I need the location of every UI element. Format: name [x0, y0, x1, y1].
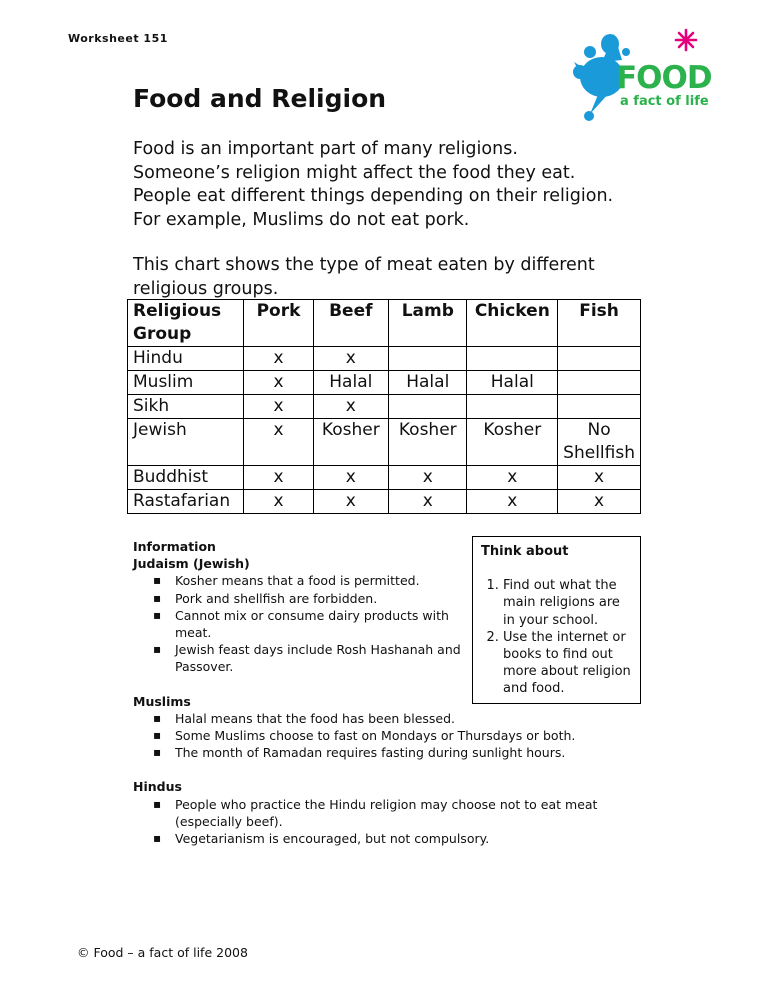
- table-cell: x: [389, 466, 467, 490]
- logo-word: FOOD: [616, 60, 712, 96]
- table-cell: x: [244, 371, 313, 395]
- list-item: ▪ Cannot mix or consume dairy products with meat.: [133, 607, 485, 641]
- list-item: 2. Use the internet or books to find out more about religion and food.: [503, 629, 632, 698]
- list-item: ▪ Kosher means that a food is permitted.: [133, 572, 490, 589]
- think-about-list: [481, 577, 632, 697]
- table-cell: [558, 371, 641, 395]
- chart-intro-line: religious groups.: [133, 278, 279, 299]
- intro-line: Food is an important part of many religions.: [133, 139, 518, 159]
- list-item: ▪ Halal means that the food has been blessed.: [133, 710, 623, 727]
- column-header-beef: Beef: [313, 300, 389, 347]
- section-title-judaism: Judaism (Jewish): [133, 556, 250, 572]
- table-cell: Halal: [467, 371, 558, 395]
- table-cell: Rastafarian: [128, 490, 244, 514]
- table-cell: Sikh: [128, 395, 244, 419]
- intro-paragraph: [133, 138, 653, 232]
- table-cell: Jewish: [128, 419, 244, 466]
- table-cell: [467, 395, 558, 419]
- think-about-box: [472, 536, 641, 704]
- table-cell: x: [467, 490, 558, 514]
- intro-line: People eat different things depending on their religion.: [133, 186, 614, 206]
- section-title-hindus: Hindus: [133, 779, 182, 795]
- table-cell: x: [313, 347, 389, 371]
- table-cell: Hindu: [128, 347, 244, 371]
- list-item: ▪ The month of Ramadan requires fasting during sunlight hours.: [133, 744, 623, 761]
- table-cell: x: [244, 490, 313, 514]
- chart-intro-line: This chart shows the type of meat eaten by different: [133, 255, 595, 275]
- table-cell: No Shellfish: [558, 419, 641, 466]
- worksheet-number: Worksheet 151: [68, 32, 168, 45]
- table-cell: [467, 347, 558, 371]
- chart-intro: [133, 254, 653, 301]
- table-cell: x: [244, 466, 313, 490]
- intro-line: For example, Muslims do not eat pork.: [133, 209, 470, 230]
- copyright-footer: © Food – a fact of life 2008: [77, 945, 248, 960]
- table-cell: x: [467, 466, 558, 490]
- list-item: ▪ Pork and shellfish are forbidden.: [133, 590, 490, 607]
- table-cell: Kosher: [313, 419, 389, 466]
- table-cell: x: [244, 395, 313, 419]
- list-item: ▪ Some Muslims choose to fast on Mondays or Thursdays or both.: [133, 727, 623, 744]
- column-header-pork: Pork: [244, 300, 313, 347]
- table-row: [128, 466, 641, 490]
- list-item: 1. Find out what the main religions are in your school.: [503, 577, 632, 629]
- page-title: Food and Religion: [133, 84, 387, 113]
- table-cell: [558, 395, 641, 419]
- table-cell: x: [313, 395, 389, 419]
- think-about-heading: Think about: [481, 544, 569, 559]
- table-cell: x: [244, 347, 313, 371]
- table-cell: Halal: [389, 371, 467, 395]
- table-cell: [389, 347, 467, 371]
- table-cell: Buddhist: [128, 466, 244, 490]
- table-cell: [389, 395, 467, 419]
- column-header-religious-group: Religious Group: [128, 300, 244, 347]
- food-a-fact-of-life-logo: [572, 22, 722, 126]
- table-cell: x: [558, 466, 641, 490]
- table-row: [128, 490, 641, 514]
- column-header-lamb: Lamb: [389, 300, 467, 347]
- table-row: [128, 395, 641, 419]
- list-item: ▪ Jewish feast days include Rosh Hashanah and Passover.: [133, 641, 505, 675]
- table-cell: Halal: [313, 371, 389, 395]
- intro-line: Someone’s religion might affect the food they eat.: [133, 162, 576, 183]
- table-cell: x: [313, 490, 389, 514]
- table-cell: x: [313, 466, 389, 490]
- table-cell: [558, 347, 641, 371]
- table-cell: x: [244, 419, 313, 466]
- list-item: ▪ Vegetarianism is encouraged, but not compulsory.: [133, 830, 623, 847]
- information-heading: Information: [133, 539, 216, 554]
- table-row: [128, 347, 641, 371]
- table-header-row: [128, 300, 641, 347]
- column-header-fish: Fish: [558, 300, 641, 347]
- table-row: [128, 371, 641, 395]
- section-title-muslims: Muslims: [133, 693, 191, 709]
- table-cell: Kosher: [467, 419, 558, 466]
- meat-by-religion-table: [127, 299, 641, 514]
- column-header-chicken: Chicken: [467, 300, 558, 347]
- table-cell: x: [558, 490, 641, 514]
- logo-tagline: a fact of life: [620, 94, 709, 109]
- list-item: ▪ People who practice the Hindu religion may choose not to eat meat (especially beef).: [133, 796, 623, 830]
- hindus-list: [133, 796, 623, 848]
- table-row: [128, 419, 641, 466]
- table-cell: x: [389, 490, 467, 514]
- table-cell: Kosher: [389, 419, 467, 466]
- table-cell: Muslim: [128, 371, 244, 395]
- muslims-list: [133, 710, 623, 762]
